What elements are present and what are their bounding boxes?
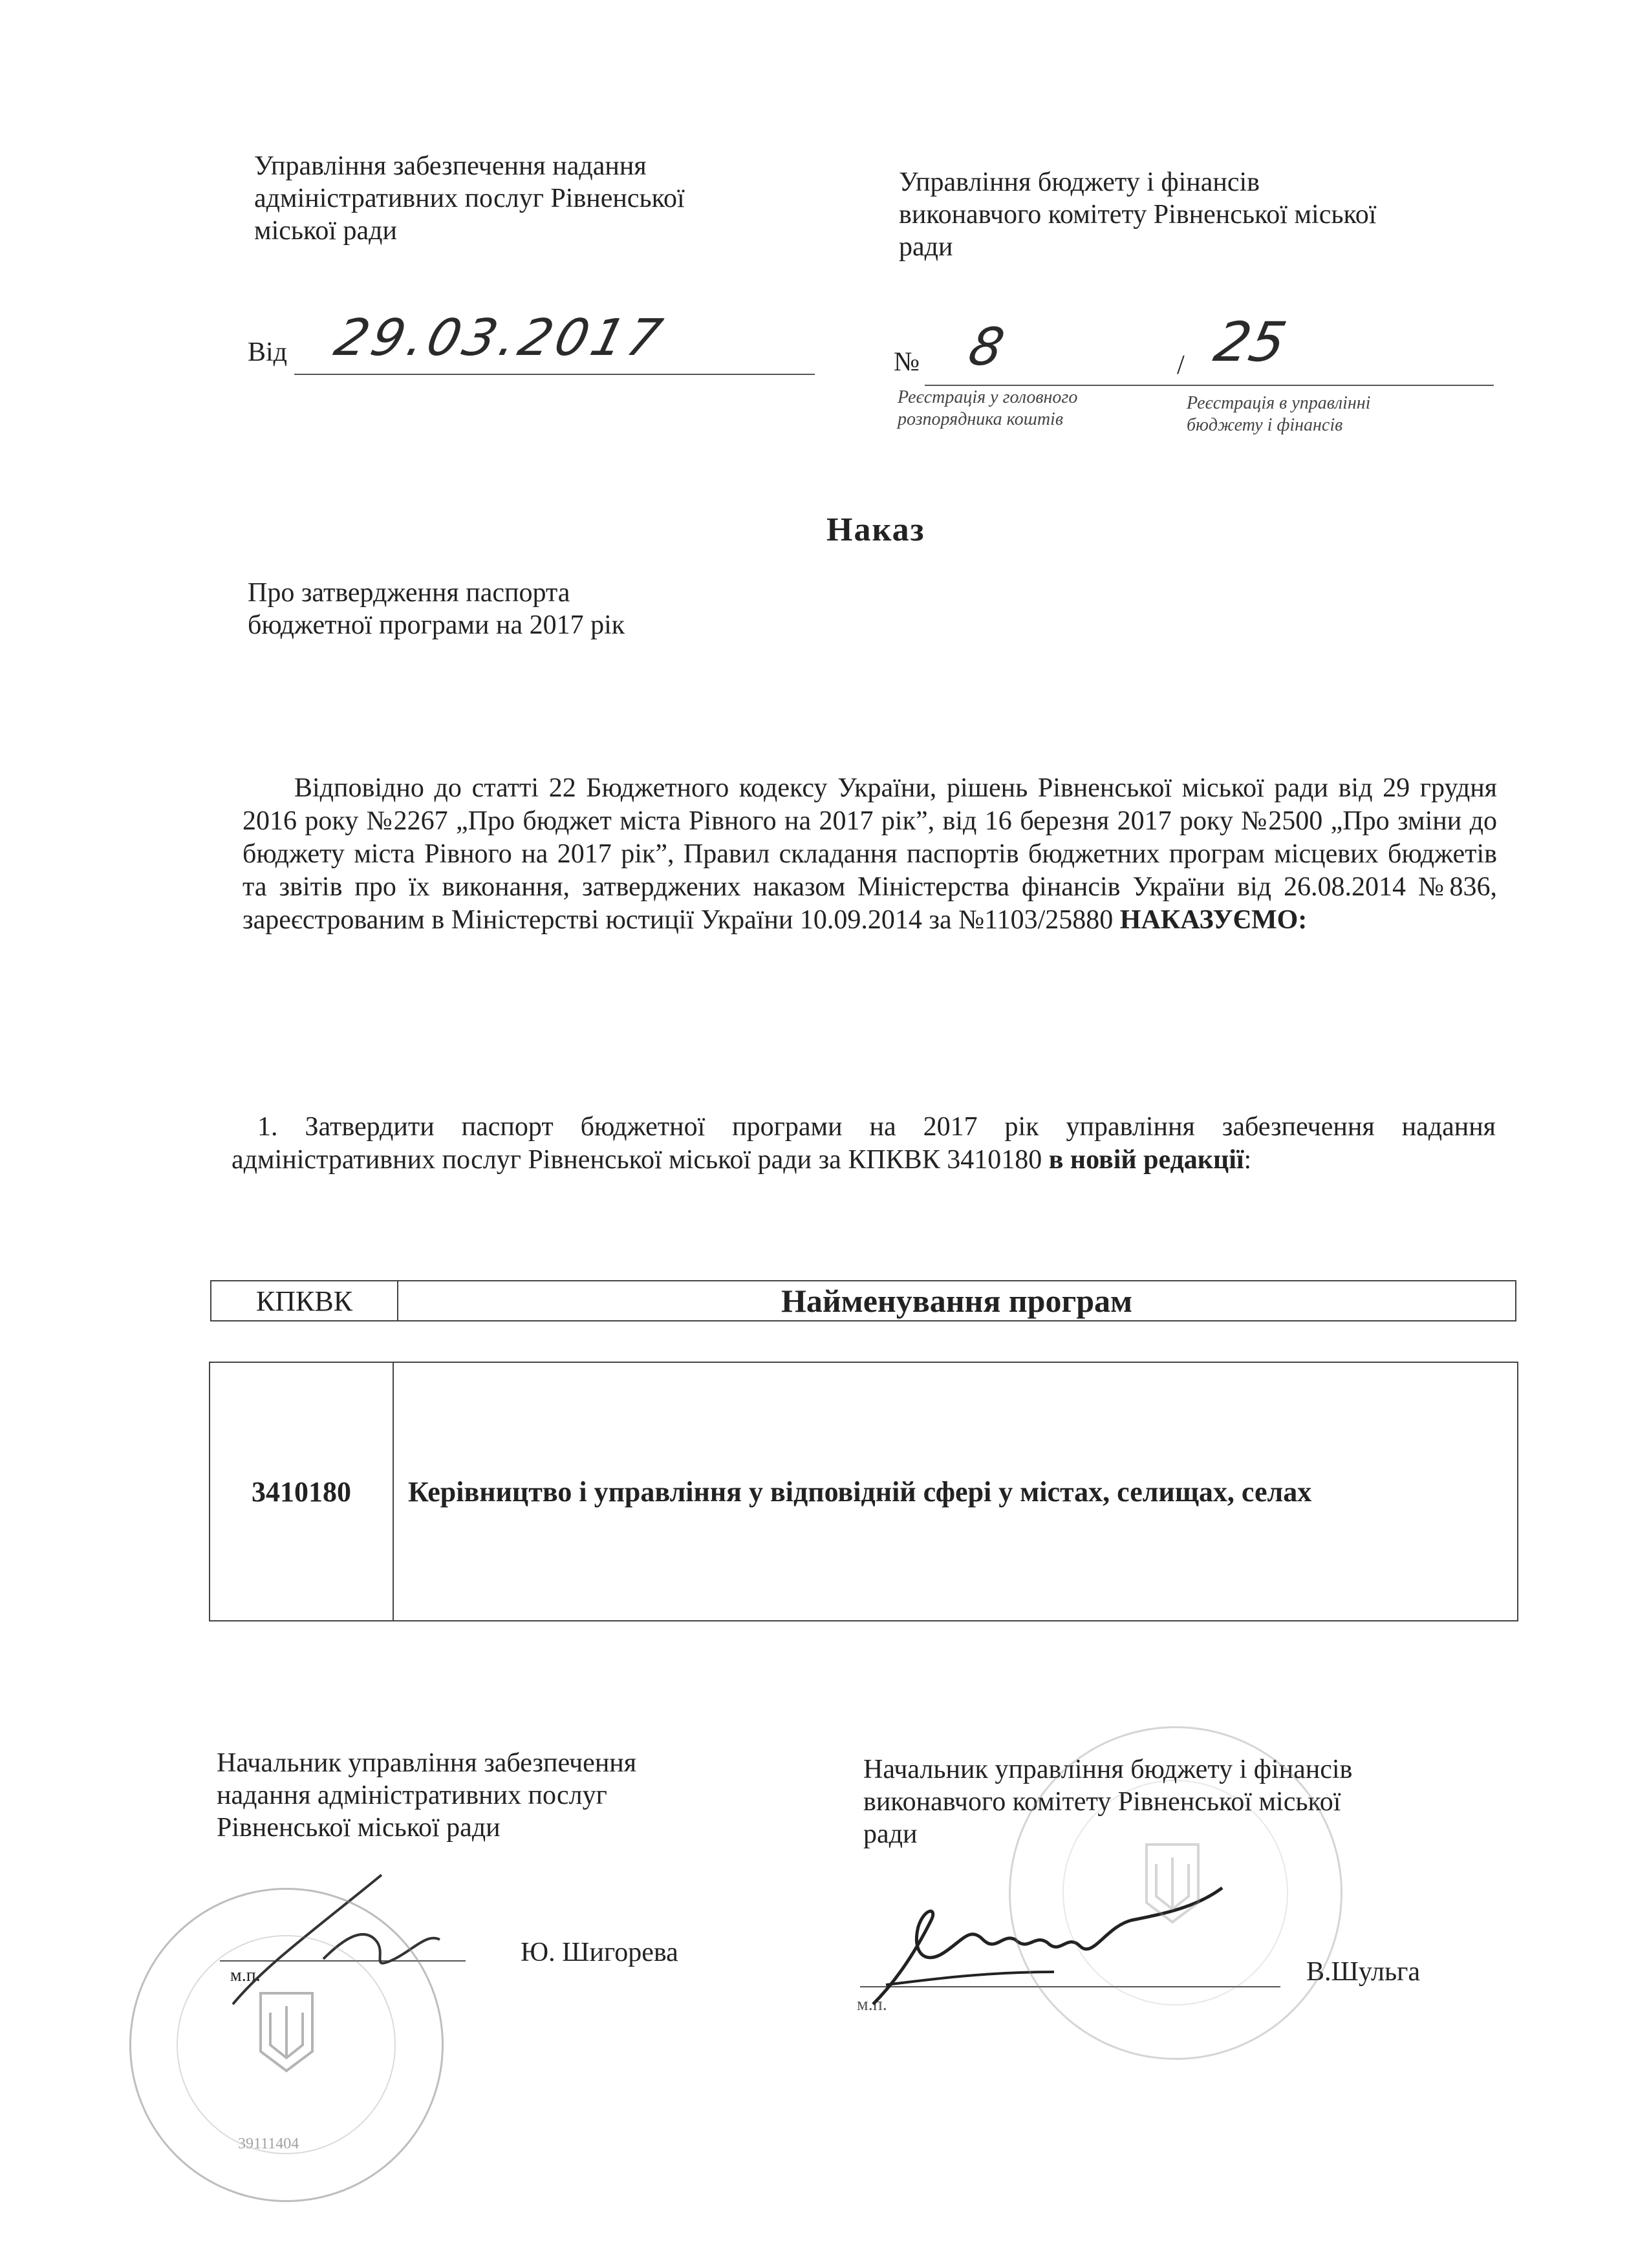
left-signatory-name: Ю. Шигорева xyxy=(521,1938,678,1967)
issuer-line-2: адміністративних послуг Рівненської xyxy=(254,184,685,213)
number-separator: / xyxy=(1177,350,1185,380)
header-cell-program-name: Найменування програм xyxy=(398,1281,1516,1321)
issuer-line-3: міської ради xyxy=(254,216,397,246)
command-word: НАКАЗУЄМО: xyxy=(1119,905,1308,935)
preamble-paragraph xyxy=(242,772,1497,937)
left-position-line-3: Рівненської міської ради xyxy=(217,1813,501,1843)
programs-header-table xyxy=(210,1280,1516,1321)
cell-kpkvk-code: 3410180 xyxy=(210,1362,393,1621)
registration-finance-caption xyxy=(1187,392,1370,436)
number-underline xyxy=(925,385,1494,386)
item-1-text: 1. Затвердити паспорт бюджетної програми на 2017 рік управління забезпечення надання адміністративних послуг Рівненської міської ради за КПКВК 3410180 xyxy=(232,1112,1496,1175)
handwritten-number-finance: 25 xyxy=(1209,310,1292,374)
trident-icon xyxy=(254,1987,319,2077)
right-position-line-3: ради xyxy=(863,1819,918,1849)
registration-main-caption-line-2: розпорядника коштів xyxy=(898,409,1063,429)
programs-body-table xyxy=(209,1362,1518,1621)
left-signatory-position xyxy=(217,1747,799,1844)
date-underline xyxy=(294,374,815,375)
right-official-seal xyxy=(1009,1726,1342,2060)
header-cell-kpkvk: КПКВК xyxy=(211,1281,398,1321)
handwritten-number-main: 8 xyxy=(964,317,1009,377)
left-seal-code: 39111404 xyxy=(238,2135,299,2152)
item-1-paragraph xyxy=(232,1111,1496,1177)
right-signatory-name: В.Шульга xyxy=(1306,1957,1421,1987)
table-row xyxy=(210,1362,1518,1621)
issuer-line-1: Управління забезпечення надання xyxy=(254,151,647,181)
order-subject xyxy=(248,577,830,641)
left-official-seal xyxy=(129,1888,444,2202)
registration-main-caption xyxy=(898,387,1077,431)
number-label: № xyxy=(894,347,920,377)
trident-icon xyxy=(1140,1838,1205,1929)
finance-line-3: ради xyxy=(899,232,953,262)
issuer-organization xyxy=(254,150,836,247)
finance-line-1: Управління бюджету і фінансів xyxy=(899,167,1260,197)
right-seal-place: м.п. xyxy=(857,1995,887,2015)
registration-main-caption-line-1: Реєстрація у головного xyxy=(898,387,1078,407)
registration-finance-caption-line-2: бюджету і фінансів xyxy=(1187,415,1343,435)
registration-finance-caption-line-1: Реєстрація в управлінні xyxy=(1187,393,1371,413)
right-position-line-1: Начальник управління бюджету і фінансів xyxy=(863,1755,1353,1784)
handwritten-date: 29.03.2017 xyxy=(329,309,671,367)
left-position-line-2: надання адміністративних послуг xyxy=(217,1781,607,1810)
item-1-end: : xyxy=(1244,1145,1252,1175)
subject-line-2: бюджетної програми на 2017 рік xyxy=(248,610,625,640)
date-label: Від xyxy=(248,337,288,367)
finance-organization xyxy=(899,166,1546,263)
left-seal-place: м.п. xyxy=(230,1965,261,1985)
right-position-line-2: виконавчого комітету Рівненської міської xyxy=(863,1787,1341,1817)
item-1-bold-tail: в новій редакції xyxy=(1048,1145,1244,1175)
left-position-line-1: Начальник управління забезпечення xyxy=(217,1748,637,1778)
cell-program-name: Керівництво і управління у відповідній сфері у містах, селищах, селах xyxy=(393,1362,1518,1621)
preamble-text: Відповідно до статті 22 Бюджетного кодексу України, рішень Рівненської міської ради від 29 грудня 2016 року №2267 „Про бюджет міста Рівного на 2017 рік”, від 16 березня 2017 року №2500 „Про зміни до бюджету міста Рівного на 2017 рік”, Правил складання паспортів бюджетних програм місцевих бюджетів та звітів про їх виконання, затверджених наказом Міністерства фінансів України від 26.08.2014 №836, зареєстрованим в Міністерстві юстиції України 10.09.2014 за №1103/25880 xyxy=(242,773,1497,935)
finance-line-2: виконавчого комітету Рівненської міської xyxy=(899,200,1377,230)
subject-line-1: Про затвердження паспорта xyxy=(248,578,570,608)
order-title: Наказ xyxy=(826,511,925,548)
